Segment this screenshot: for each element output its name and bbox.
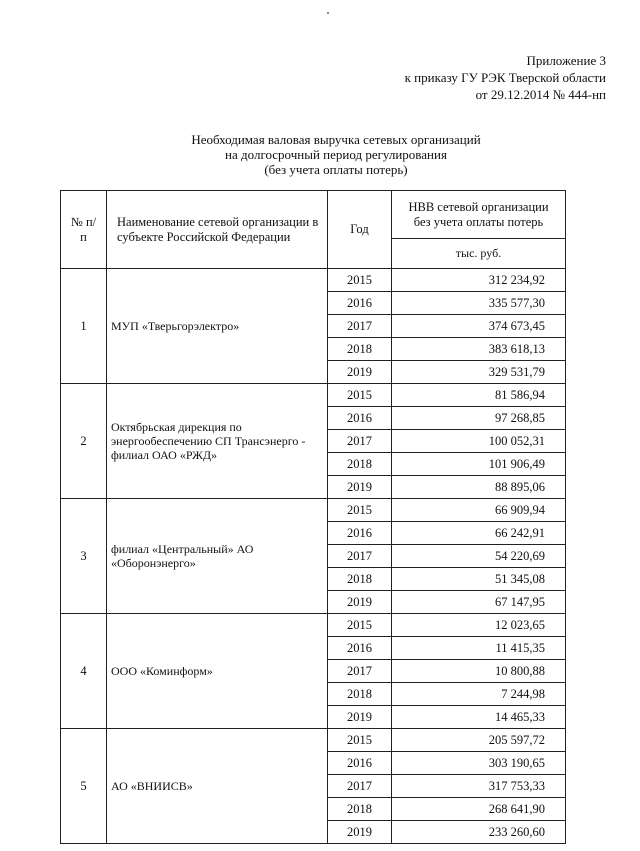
year-cell: 2017 [328, 660, 392, 683]
appendix-reference [405, 52, 606, 103]
value-cell: 11 415,35 [392, 637, 566, 660]
value-cell: 54 220,69 [392, 545, 566, 568]
appendix-line-3: от 29.12.2014 № 444-нп [475, 87, 606, 102]
org-name: ООО «Коминформ» [107, 614, 328, 729]
year-cell: 2019 [328, 591, 392, 614]
year-cell: 2016 [328, 637, 392, 660]
year-cell: 2016 [328, 522, 392, 545]
table-row [61, 499, 566, 522]
year-cell: 2017 [328, 315, 392, 338]
nvv-table-body [61, 191, 566, 844]
table-row [61, 729, 566, 752]
org-name: АО «ВНИИСВ» [107, 729, 328, 844]
value-cell: 51 345,08 [392, 568, 566, 591]
appendix-line-2: к приказу ГУ РЭК Тверской области [404, 70, 606, 85]
header-year: Год [328, 191, 392, 269]
value-cell: 10 800,88 [392, 660, 566, 683]
value-cell: 66 909,94 [392, 499, 566, 522]
table-row [61, 384, 566, 407]
year-cell: 2017 [328, 430, 392, 453]
year-cell: 2017 [328, 775, 392, 798]
value-cell: 67 147,95 [392, 591, 566, 614]
value-cell: 374 673,45 [392, 315, 566, 338]
org-number: 1 [61, 269, 107, 384]
header-units: тыс. руб. [392, 239, 566, 269]
header-row [61, 191, 566, 239]
org-name: Октябрьская дирекция по энергообеспечению СП Трансэнерго - филиал ОАО «РЖД» [107, 384, 328, 499]
year-cell: 2018 [328, 798, 392, 821]
value-cell: 205 597,72 [392, 729, 566, 752]
value-cell: 88 895,06 [392, 476, 566, 499]
org-name: филиал «Центральный» АО «Оборонэнерго» [107, 499, 328, 614]
value-cell: 335 577,30 [392, 292, 566, 315]
header-org: Наименование сетевой организации в субъекте Российской Федерации [107, 191, 328, 269]
year-cell: 2015 [328, 499, 392, 522]
title-line-1: Необходимая валовая выручка сетевых организаций [191, 132, 481, 147]
org-number: 2 [61, 384, 107, 499]
value-cell: 12 023,65 [392, 614, 566, 637]
value-cell: 7 244,98 [392, 683, 566, 706]
year-cell: 2016 [328, 752, 392, 775]
year-cell: 2015 [328, 614, 392, 637]
appendix-line-1: Приложение 3 [526, 53, 606, 68]
year-cell: 2018 [328, 683, 392, 706]
year-cell: 2019 [328, 361, 392, 384]
year-cell: 2017 [328, 545, 392, 568]
year-cell: 2019 [328, 821, 392, 844]
year-cell: 2016 [328, 292, 392, 315]
value-cell: 383 618,13 [392, 338, 566, 361]
header-num: № п/п [61, 191, 107, 269]
value-cell: 100 052,31 [392, 430, 566, 453]
scan-speck [327, 12, 329, 14]
year-cell: 2015 [328, 269, 392, 292]
org-number: 5 [61, 729, 107, 844]
value-cell: 81 586,94 [392, 384, 566, 407]
value-cell: 97 268,85 [392, 407, 566, 430]
value-cell: 233 260,60 [392, 821, 566, 844]
value-cell: 329 531,79 [392, 361, 566, 384]
value-cell: 66 242,91 [392, 522, 566, 545]
value-cell: 317 753,33 [392, 775, 566, 798]
year-cell: 2015 [328, 384, 392, 407]
document-title [0, 132, 640, 177]
year-cell: 2015 [328, 729, 392, 752]
year-cell: 2018 [328, 338, 392, 361]
year-cell: 2019 [328, 706, 392, 729]
value-cell: 101 906,49 [392, 453, 566, 476]
year-cell: 2016 [328, 407, 392, 430]
title-line-3: (без учета оплаты потерь) [264, 162, 408, 177]
value-cell: 14 465,33 [392, 706, 566, 729]
org-name: МУП «Тверьгорэлектро» [107, 269, 328, 384]
value-cell: 312 234,92 [392, 269, 566, 292]
nvv-table [60, 190, 566, 844]
title-line-2: на долгосрочный период регулирования [225, 147, 447, 162]
year-cell: 2018 [328, 568, 392, 591]
year-cell: 2019 [328, 476, 392, 499]
org-number: 3 [61, 499, 107, 614]
table-row [61, 614, 566, 637]
org-number: 4 [61, 614, 107, 729]
header-value: НВВ сетевой организации без учета оплаты потерь [392, 191, 566, 239]
value-cell: 303 190,65 [392, 752, 566, 775]
value-cell: 268 641,90 [392, 798, 566, 821]
year-cell: 2018 [328, 453, 392, 476]
table-row [61, 269, 566, 292]
